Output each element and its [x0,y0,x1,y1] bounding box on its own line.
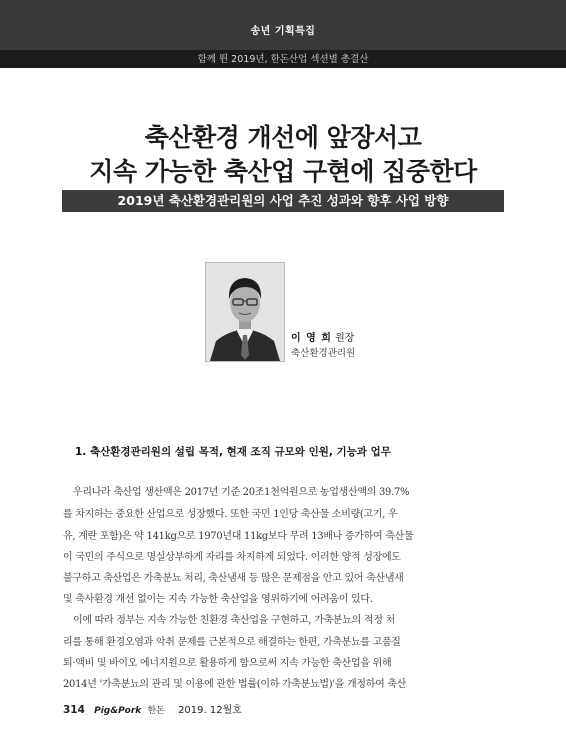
article-title-line1: 축산환경 개선에 앞장서고 [144,123,422,152]
magazine-logo: Pig&Pork [94,706,142,716]
issue-date: 2019. 12월호 [178,705,242,716]
section-heading: 1. 축산환경관리원의 설립 목적, 현재 조직 규모와 인원, 기능과 업무 [75,446,391,458]
body-line: 이 국민의 주식으로 명실상부하게 자리를 차지하게 되었다. 이러한 양적 성장에도 [63,552,401,563]
author-position: 원장 [335,333,355,344]
page-footer [63,701,242,716]
series-tag: 송년 기획특집 [250,26,316,37]
magazine-logo-korean: 한돈 [147,706,165,716]
body-line: 및 축사환경 개선 없이는 지속 가능한 축산업을 영위하기에 어려움이 있다. [63,594,373,605]
author-name-line [291,329,354,344]
author-photo [205,262,285,362]
body-line: 퇴·액비 및 바이오 에너지원으로 활용하게 함으로써 지속 가능한 축산업을 위해 [63,658,392,669]
body-line: 2014년 '가축분뇨의 관리 및 이용에 관한 법률(이하 가축분뇨법)'을 개정하여 축산 [63,679,407,690]
body-line: 리를 통해 환경오염과 악취 문제를 근본적으로 해결하는 한편, 가축분뇨를 고품질 [63,637,401,648]
author-name: 이 영 희 [291,333,332,344]
series-subtitle: 함께 뛴 2019년, 한돈산업 섹션별 총결산 [197,54,369,65]
page-number: 314 [63,704,85,716]
header-band [0,0,566,68]
body-line: 이에 따라 정부는 지속 가능한 친환경 축산업을 구현하고, 가축분뇨의 적정 처 [73,615,395,626]
body-line: 유, 계란 포함)은 약 141kg으로 1970년대 11kg보다 무려 13배나 증가하여 축산물 [63,531,414,542]
article-title-line2: 지속 가능한 축산업 구현에 집중한다 [89,157,477,186]
author-portrait-image [206,263,284,361]
body-line: 불구하고 축산업은 가축분뇨 처리, 축산냄새 등 많은 문제점을 안고 있어 축산냄새 [63,573,404,584]
author-organization: 축산환경관리원 [291,348,356,359]
body-line: 우리나라 축산업 생산액은 2017년 기준 20조1천억원으로 농업생산액의 39.7% [73,487,410,498]
body-line: 를 차지하는 중요한 산업으로 성장했다. 또한 국민 1인당 축산물 소비량(고기, 우 [63,509,398,520]
article-subtitle: 2019년 축산환경관리원의 사업 추진 성과와 향후 사업 방향 [62,190,504,212]
